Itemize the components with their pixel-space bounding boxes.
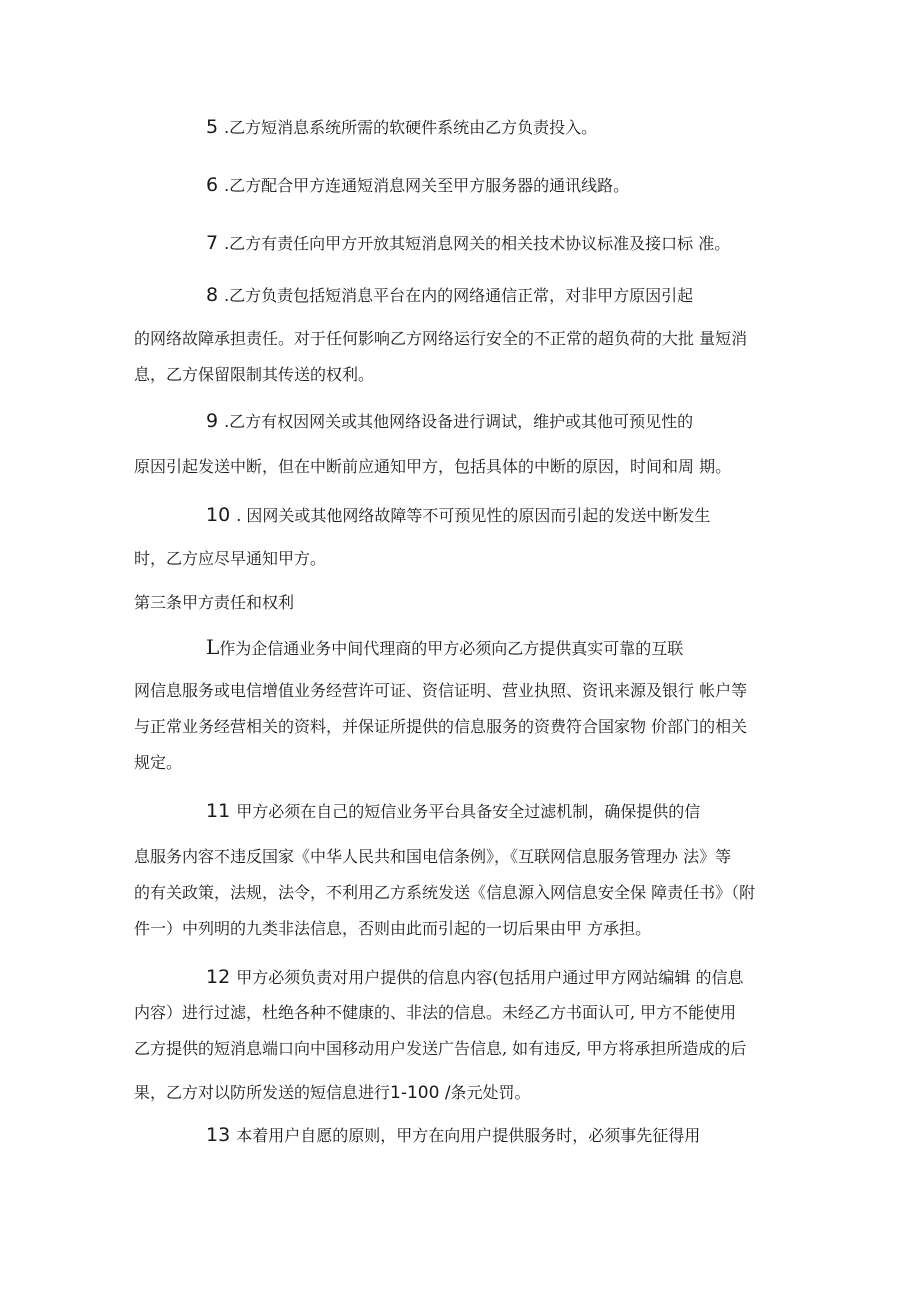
article-text: 条元处罚。 bbox=[450, 1083, 531, 1102]
article-12-line-2: 内容）进行过滤，杜绝各种不健康的、非法的信息。未经乙方书面认可, 甲方不能使用 bbox=[134, 1003, 737, 1022]
article-l-line-1 bbox=[206, 636, 683, 660]
clause-number: 9 bbox=[206, 410, 219, 432]
clause-text: .乙方有责任向甲方开放其短消息网关的相关技术协议标准及接口标 准。 bbox=[224, 234, 731, 253]
penalty-range: 1-100 / bbox=[390, 1083, 451, 1103]
clause-number: 8 bbox=[206, 284, 219, 306]
clause-10-line-1 bbox=[206, 504, 710, 527]
clause-text: . 因网关或其他网络故障等不可预见性的原因而引起的发送中断发生 bbox=[236, 506, 711, 525]
clause-number: 6 bbox=[206, 174, 219, 196]
article-text: 本着用户自愿的原则，甲方在向用户提供服务时，必须事先征得用 bbox=[236, 1126, 701, 1145]
clause-6 bbox=[206, 174, 629, 197]
article-text: 果，乙方对以防所发送的短信息进行 bbox=[134, 1083, 391, 1102]
clause-9-line-1 bbox=[206, 410, 693, 433]
article-l-line-2: 网信息服务或电信增值业务经营许可证、资信证明、营业执照、资讯来源及银行 帐户等 bbox=[134, 681, 748, 700]
clause-5 bbox=[206, 116, 597, 139]
article-text: 甲方必须在自己的短信业务平台具备安全过滤机制，确保提供的信 bbox=[236, 802, 701, 821]
article-lead-letter: L bbox=[206, 635, 220, 659]
article-12-line-3: 乙方提供的短消息端口向中国移动用户发送广告信息, 如有违反, 甲方将承担所造成的后 bbox=[134, 1039, 747, 1058]
clause-text: .乙方配合甲方连通短消息网关至甲方服务器的通讯线路。 bbox=[224, 176, 630, 195]
clause-text: .乙方短消息系统所需的软硬件系统由乙方负责投入。 bbox=[224, 118, 598, 137]
article-number: 13 bbox=[206, 1124, 231, 1146]
clause-number: 10 bbox=[206, 504, 231, 526]
article-13-line-1 bbox=[206, 1124, 700, 1147]
article-l-line-4: 规定。 bbox=[134, 753, 183, 772]
clause-text: .乙方有权因网关或其他网络设备进行调试，维护或其他可预见性的 bbox=[224, 412, 694, 431]
article-11-line-2: 息服务内容不违反国家《中华人民共和国电信条例》，《互联网信息服务管理办 法》等 bbox=[134, 847, 732, 866]
article-11-line-1 bbox=[206, 800, 700, 823]
clause-number: 7 bbox=[206, 232, 219, 254]
article-number: 11 bbox=[206, 800, 231, 822]
clause-8-line-3: 息，乙方保留限制其传送的权利。 bbox=[134, 365, 375, 384]
article-l-line-3: 与正常业务经营相关的资料，并保证所提供的信息服务的资费符合国家物 价部门的相关 bbox=[134, 717, 748, 736]
article-text: 作为企信通业务中间代理商的甲方必须向乙方提供真实可靠的互联 bbox=[219, 639, 684, 658]
article-12-line-4 bbox=[134, 1082, 531, 1104]
article-text: 甲方必须负责对用户提供的信息内容(包括用户通过甲方网站编辑 的信息 bbox=[236, 968, 744, 987]
article-11-line-4: 件一）中列明的九类非法信息，否则由此而引起的一切后果由甲 方承担。 bbox=[134, 919, 652, 938]
article-11-line-3: 的有关政策，法规，法令，不利用乙方系统发送《信息源入网信息安全保 障责任书》（附 bbox=[134, 883, 756, 902]
article-number: 12 bbox=[206, 966, 231, 988]
clause-8-line-1 bbox=[206, 284, 693, 307]
clause-number: 5 bbox=[206, 116, 219, 138]
clause-9-line-2: 原因引起发送中断，但在中断前应通知甲方，包括具体的中断的原因，时间和周 期。 bbox=[134, 457, 732, 476]
clause-7 bbox=[206, 232, 730, 255]
clause-text: .乙方负责包括短消息平台在内的网络通信正常，对非甲方原因引起 bbox=[224, 286, 694, 305]
article-12-line-1 bbox=[206, 966, 744, 989]
section-heading: 第三条甲方责任和权利 bbox=[134, 593, 295, 612]
clause-8-line-2: 的网络故障承担责任。对于任何影响乙方网络运行安全的不正常的超负荷的大批 量短消 bbox=[134, 329, 748, 348]
clause-10-line-2: 时，乙方应尽早通知甲方。 bbox=[134, 549, 327, 568]
